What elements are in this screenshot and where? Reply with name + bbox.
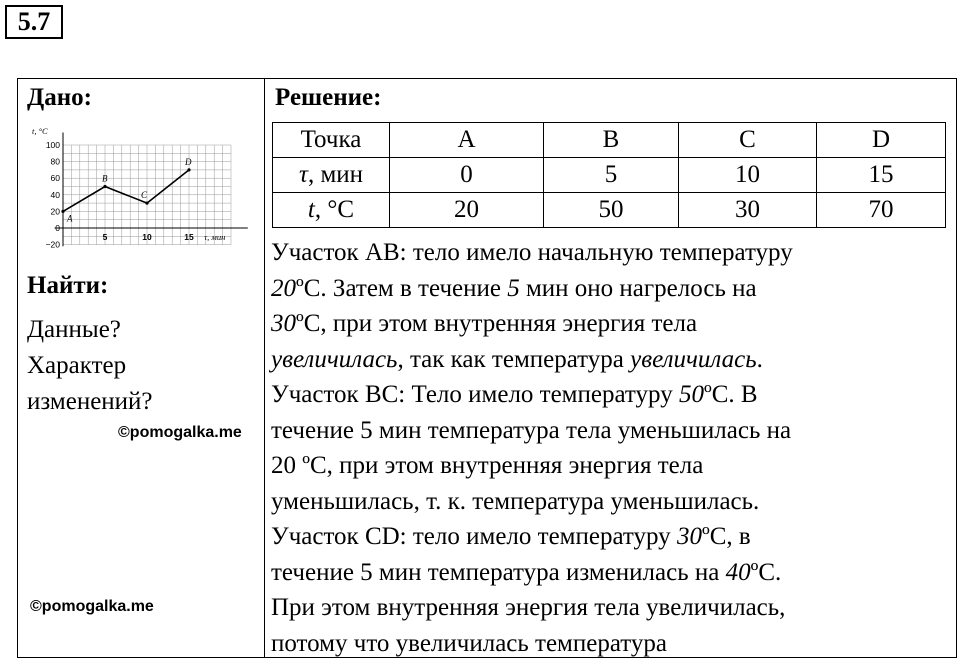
- point-label: D: [185, 156, 192, 167]
- table-cell: C: [679, 123, 817, 158]
- y-tick-label: 100: [45, 140, 60, 150]
- solution-line: уменьшилась, т. к. температура уменьшилась.: [271, 487, 760, 515]
- y-tick-label: 0: [55, 223, 60, 233]
- y-tick-label: 60: [50, 173, 60, 184]
- y-axis-label: t, °C: [32, 126, 48, 136]
- data-point: [103, 185, 106, 188]
- find-text: [27, 312, 153, 420]
- column-divider: [264, 78, 265, 658]
- table-row: [273, 193, 946, 228]
- table-cell: t, °C: [273, 193, 390, 228]
- data-point: [61, 210, 64, 213]
- solution-line: 20 ºС, при этом внутренняя энергия тела: [271, 452, 704, 479]
- table-cell: 10: [679, 158, 817, 193]
- table-cell: 50: [544, 193, 679, 228]
- table-cell: 15: [817, 158, 946, 193]
- solution-title: Решение:: [275, 84, 382, 111]
- solution-line: При этом внутренняя энергия тела увеличилась,: [271, 594, 786, 621]
- find-line: изменений?: [27, 388, 153, 415]
- solution-line: 20ºС. Затем в течение 5 мин оно нагрелось на: [271, 274, 757, 302]
- given-title: Дано:: [27, 84, 92, 111]
- y-tick-label: 20: [50, 206, 60, 217]
- x-tick-label: 15: [184, 232, 194, 242]
- solution-line: 30ºС, при этом внутренняя энергия тела: [271, 310, 698, 337]
- graph-tick-labels: [32, 126, 225, 250]
- table-cell: τ, мин: [273, 158, 390, 193]
- point-label: A: [67, 213, 73, 224]
- problem-number: 5.7: [5, 5, 63, 39]
- find-line: Данные?: [27, 316, 121, 343]
- y-tick-label: 80: [50, 156, 60, 167]
- table-cell: A: [390, 123, 544, 158]
- x-tick-label: 10: [142, 232, 152, 242]
- solution-line: Участок BC: Тело имело температуру 50ºС. В: [271, 381, 758, 408]
- data-point: [145, 202, 148, 205]
- table-cell: 70: [817, 193, 946, 228]
- table-cell: Точка: [273, 123, 390, 158]
- table-cell: D: [817, 123, 946, 158]
- temperature-graph: [20, 122, 250, 250]
- graph-axes: [55, 133, 248, 247]
- solution-text: [271, 235, 793, 661]
- find-title: Найти:: [27, 272, 109, 299]
- table-cell: 20: [390, 193, 544, 228]
- solution-line: Участок CD: тело имело температуру 30ºС, в: [271, 523, 751, 550]
- solution-line: Участок AB: тело имело начальную температуру: [271, 239, 793, 266]
- solution-line: потому что увеличилась температура: [271, 629, 667, 657]
- data-point: [187, 168, 190, 171]
- table-cell: B: [544, 123, 679, 158]
- points-table: [272, 122, 946, 228]
- find-line: Характер: [27, 352, 127, 379]
- y-tick-label: −20: [45, 239, 60, 250]
- solution-line: увеличилась, так как температура увеличилась.: [271, 345, 763, 373]
- table-cell: 30: [679, 193, 817, 228]
- solution-line: течение 5 мин температура изменилась на 40ºС.: [271, 558, 782, 586]
- solution-line: течение 5 мин температура тела уменьшилась на: [271, 416, 792, 444]
- x-tick-label: 5: [102, 232, 108, 242]
- point-label: B: [102, 173, 108, 184]
- point-label: C: [141, 190, 148, 201]
- x-axis-label: τ, мин: [204, 232, 226, 242]
- table-cell: 0: [390, 158, 544, 193]
- watermark: ©pomogalka.me: [30, 598, 154, 615]
- table-row: [273, 123, 946, 158]
- watermark: ©pomogalka.me: [118, 424, 242, 441]
- table-row: [273, 158, 946, 193]
- y-tick-label: 40: [50, 189, 60, 200]
- temperature-line: [63, 170, 189, 212]
- table-cell: 5: [544, 158, 679, 193]
